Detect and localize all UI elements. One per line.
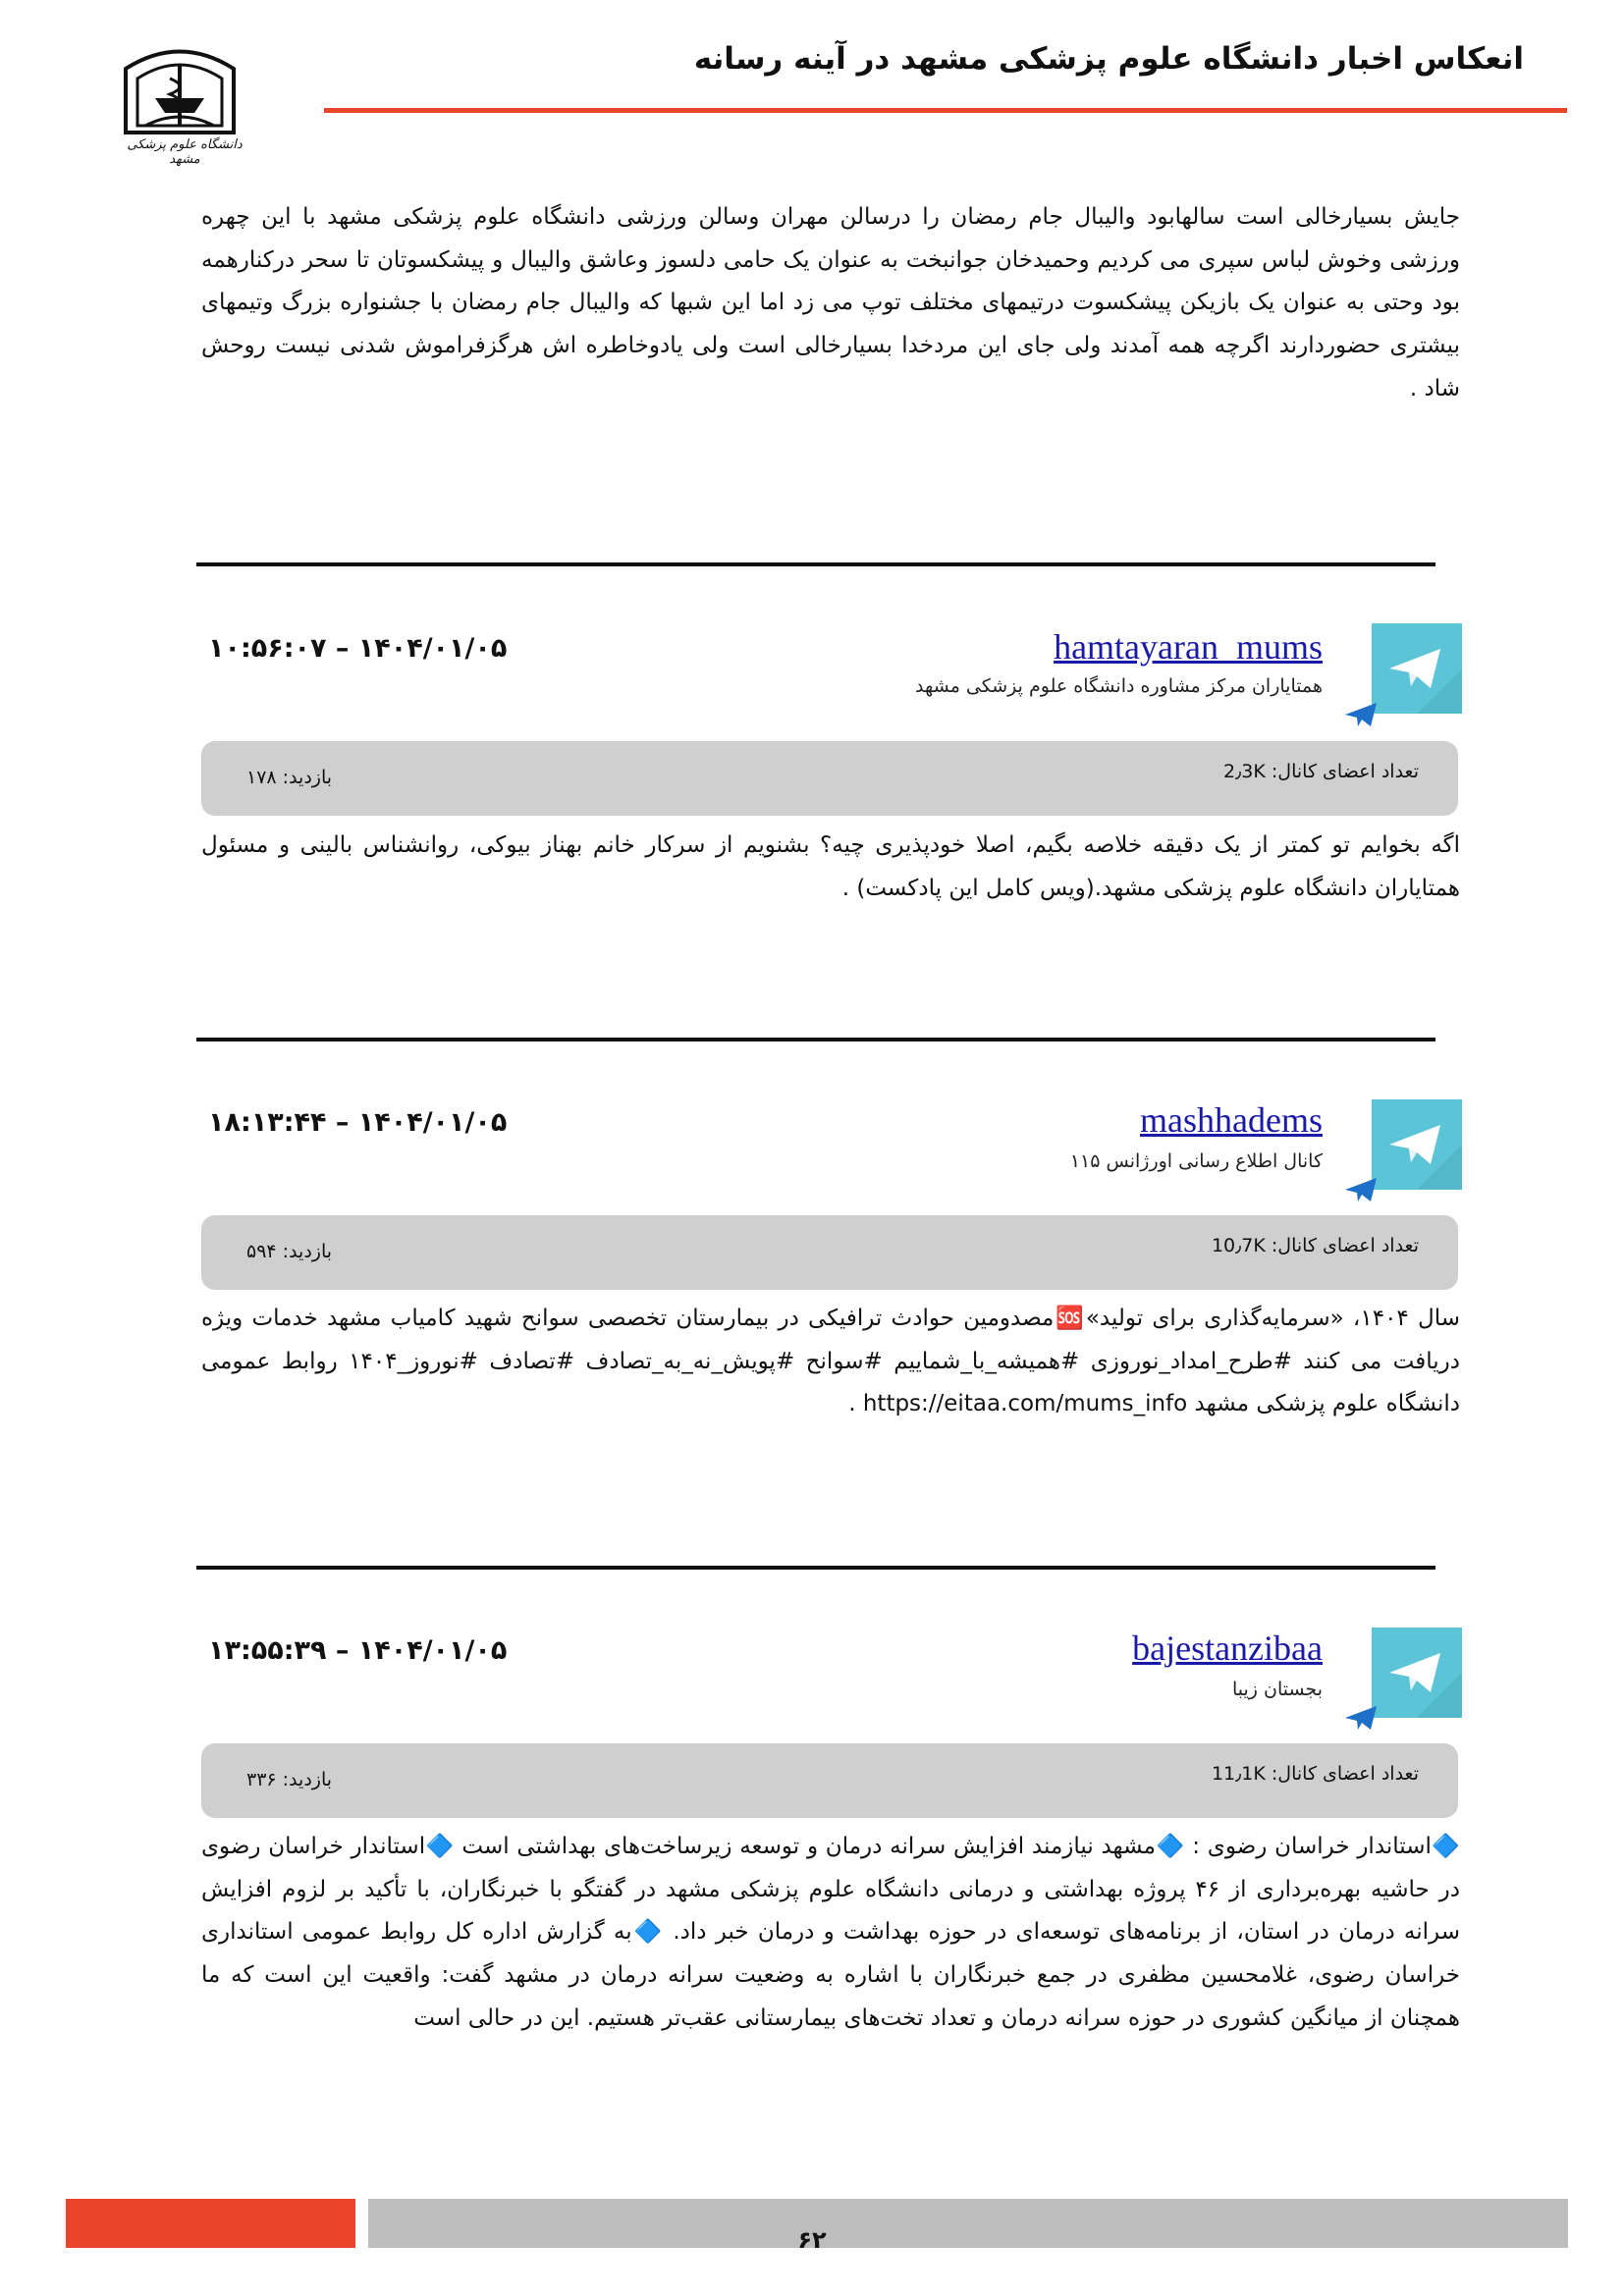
header-rule — [324, 108, 1567, 113]
channel-member-count: تعداد اعضای کانال: 2٫3K — [1223, 761, 1419, 782]
channel-description: کانال اطلاع رسانی اورژانس ۱۱۵ — [1069, 1150, 1323, 1172]
post-view-count: بازدید: ۱۷۸ — [246, 767, 333, 788]
channel-stats-bar — [201, 741, 1458, 816]
page-header-title: انعکاس اخبار دانشگاه علوم پزشکی مشهد در آینه رسانه — [693, 41, 1524, 77]
section-divider — [196, 1038, 1435, 1041]
channel-name-link[interactable]: hamtayaran_mums — [1054, 627, 1323, 667]
intro-paragraph: جایش بسیارخالی است سالهابود والیبال جام رمضان را درسالن مهران وسالن ورزشی دانشگاه علوم پزشکی مشهد با این چهره ورزشی وخوش لباس سپری می کردیم وحمیدخان جوانبخت به عنوان یک حامی دلسوز وعاشق والیبال و پیشکسوتان تا سحر درکنارهمه بود وحتی به عنوان یک بازیکن پیشکسوت درتیمهای مختلف توپ می زد اما این شبها که والیبال جام رمضان با جشنواره بزرگ وتیمهای بیشتری حضوردارند اگرچه همه آمدند ولی جای این مردخدا بسیارخالی است ولی یادوخاطره اش هرگزفراموش شدنی نیست روحش شاد . — [201, 204, 1460, 401]
post-body: 🔷استاندار خراسان رضوی : 🔷مشهد نیازمند افزایش سرانه درمان و توسعه زیرساخت‌های بهداشتی است 🔷استاندار خراسان رضوی در حاشیه بهره‌برداری از ۴۶ پروژه بهداشتی و درمانی دانشگاه علوم پزشکی مشهد در گفتگو با خبرنگاران، با تأکید بر لزوم افزایش سرانه درمان در استان، از برنامه‌های توسعه‌ای در حوزه بهداشت و درمان خبر داد. 🔷به گزارش اداره کل روابط عمومی استانداری خراسان رضوی، غلامحسین مظفری در جمع خبرنگاران با اشاره به وضعیت سرانه درمان در مشهد گفت: واقعیت این است که ما همچنان از میانگین کشوری در حوزه سرانه درمان و تعداد تخت‌های بیمارستانی عقب‌تر هستیم. این در حالی است — [201, 1834, 1460, 2031]
channel-member-count: تعداد اعضای کانال: 10٫7K — [1211, 1235, 1419, 1256]
post-datetime: ۱۳:۵۵:۳۹ – ۱۴۰۴/۰۱/۰۵ — [208, 1635, 508, 1666]
telegram-icon — [1372, 1628, 1462, 1718]
post-datetime: ۱۸:۱۳:۴۴ – ۱۴۰۴/۰۱/۰۵ — [208, 1107, 508, 1138]
post-view-count: بازدید: ۳۳۶ — [246, 1769, 333, 1790]
post-body: سال ۱۴۰۴، «سرمایه‌گذاری برای تولید»🆘مصدومین حوادث ترافیکی در بیمارستان تخصصی سوانح شهید کامیاب مشهد خدمات ویژه دریافت می کنند #طرح_امداد_نوروزی #همیشه_با_شماییم #سوانح #پویش_نه_به_تصادف #تصادف #نوروز_۱۴۰۴ روابط عمومی دانشگاه علوم پزشکی مشهد https://eitaa.com/mums_info . — [201, 1306, 1460, 1417]
section-divider — [196, 1566, 1435, 1570]
channel-name-link[interactable]: bajestanzibaa — [1132, 1629, 1323, 1668]
channel-name-link[interactable]: mashhadems — [1140, 1100, 1323, 1140]
telegram-plane-icon — [1343, 700, 1379, 729]
university-logo — [116, 39, 244, 167]
post-view-count: بازدید: ۵۹۴ — [246, 1241, 333, 1262]
channel-description: همتایاران مرکز مشاوره دانشگاه علوم پزشکی مشهد — [915, 675, 1323, 697]
logo-caption: دانشگاه علوم پزشکی مشهد — [127, 137, 243, 167]
post-body: اگه بخوایم تو کمتر از یک دقیقه خلاصه بگیم، اصلا خودپذیری چیه؟ بشنویم از سرکار خانم بهناز بیوکی، روانشناس بالینی و مسئول همتایاران دانشگاه علوم پزشکی مشهد.(ویس کامل این پادکست) . — [201, 832, 1460, 901]
telegram-plane-icon — [1343, 1175, 1379, 1204]
page-number: ۶۲ — [797, 2226, 827, 2254]
post-datetime: ۱۰:۵۶:۰۷ – ۱۴۰۴/۰۱/۰۵ — [208, 633, 508, 664]
channel-stats-bar — [201, 1215, 1458, 1290]
telegram-icon — [1372, 623, 1462, 714]
telegram-icon — [1372, 1099, 1462, 1190]
channel-member-count: تعداد اعضای کانال: 11٫1K — [1211, 1763, 1419, 1785]
telegram-plane-icon — [1343, 1703, 1379, 1733]
channel-stats-bar — [201, 1743, 1458, 1818]
section-divider — [196, 562, 1435, 566]
channel-description: بجستان زیبا — [1231, 1679, 1323, 1700]
